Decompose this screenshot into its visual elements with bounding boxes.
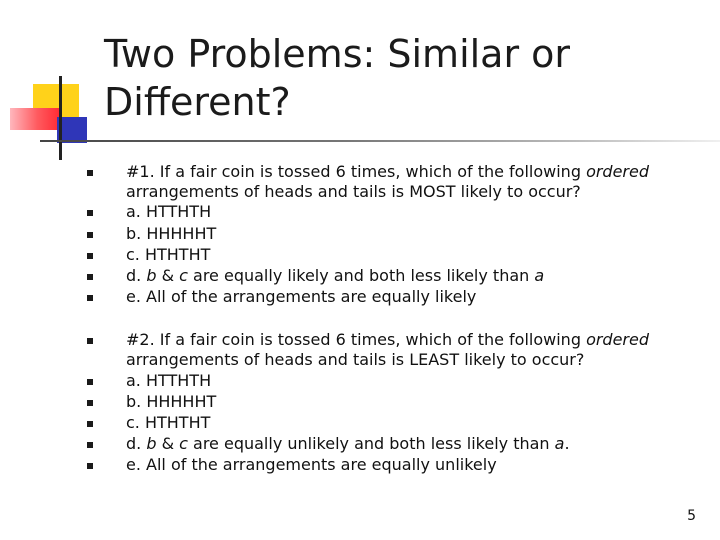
problem-2-option-c: c. HTHTHT <box>126 413 211 432</box>
option-d-a: a <box>534 266 545 285</box>
problem-1-question-emphasis: ordered <box>586 162 650 181</box>
decorative-red-bar <box>10 108 60 130</box>
problem-1-option-a: a. HTTHTH <box>126 202 212 221</box>
bullet-icon <box>87 379 93 385</box>
page-number: 5 <box>687 508 696 524</box>
bullet-icon <box>87 338 93 344</box>
option-d-b: b <box>146 266 157 285</box>
problem-1-question-continuation: arrangements of heads and tails is MOST likely to occur? <box>126 182 581 201</box>
option-d-prefix: d. <box>126 434 147 453</box>
bullet-icon <box>87 170 93 176</box>
option-d-amp: & <box>156 266 180 285</box>
bullet-icon <box>87 295 93 301</box>
problem-2-question-emphasis: ordered <box>586 330 650 349</box>
option-d-c: c <box>179 266 188 285</box>
option-d-end: . <box>564 434 570 453</box>
bullet-icon <box>87 274 93 280</box>
problem-2-question-text: #2. If a fair coin is tossed 6 times, which of the following <box>126 330 587 349</box>
option-d-text: are equally unlikely and both less likely than <box>187 434 555 453</box>
option-d-a: a <box>554 434 565 453</box>
bullet-icon <box>87 253 93 259</box>
problem-1-question <box>126 162 706 202</box>
bullet-icon <box>87 463 93 469</box>
option-d-c: c <box>179 434 188 453</box>
problem-2-option-b: b. HHHHHT <box>126 392 217 411</box>
problem-2-question <box>126 330 706 370</box>
option-d-amp: & <box>156 434 180 453</box>
problem-1-question-text: #1. If a fair coin is tossed 6 times, which of the following <box>126 162 587 181</box>
problem-2-option-e: e. All of the arrangements are equally unlikely <box>126 455 497 474</box>
option-d-text: are equally likely and both less likely than <box>187 266 535 285</box>
bullet-icon <box>87 210 93 216</box>
problem-2-option-d <box>126 434 706 454</box>
problem-1-option-b: b. HHHHHT <box>126 224 217 243</box>
decorative-vertical-line <box>59 76 62 160</box>
bullet-icon <box>87 442 93 448</box>
problem-1-option-c: c. HTHTHT <box>126 245 211 264</box>
bullet-icon <box>87 421 93 427</box>
bullet-icon <box>87 400 93 406</box>
problem-1-option-d <box>126 266 706 286</box>
title-underline <box>40 140 720 142</box>
bullet-icon <box>87 232 93 238</box>
problem-2-question-continuation: arrangements of heads and tails is LEAST likely to occur? <box>126 350 585 369</box>
option-d-b: b <box>146 434 157 453</box>
problem-1-option-e: e. All of the arrangements are equally likely <box>126 287 477 306</box>
problem-2-option-a: a. HTTHTH <box>126 371 212 390</box>
option-d-prefix: d. <box>126 266 147 285</box>
slide-title: Two Problems: Similar or Different? <box>104 32 571 124</box>
